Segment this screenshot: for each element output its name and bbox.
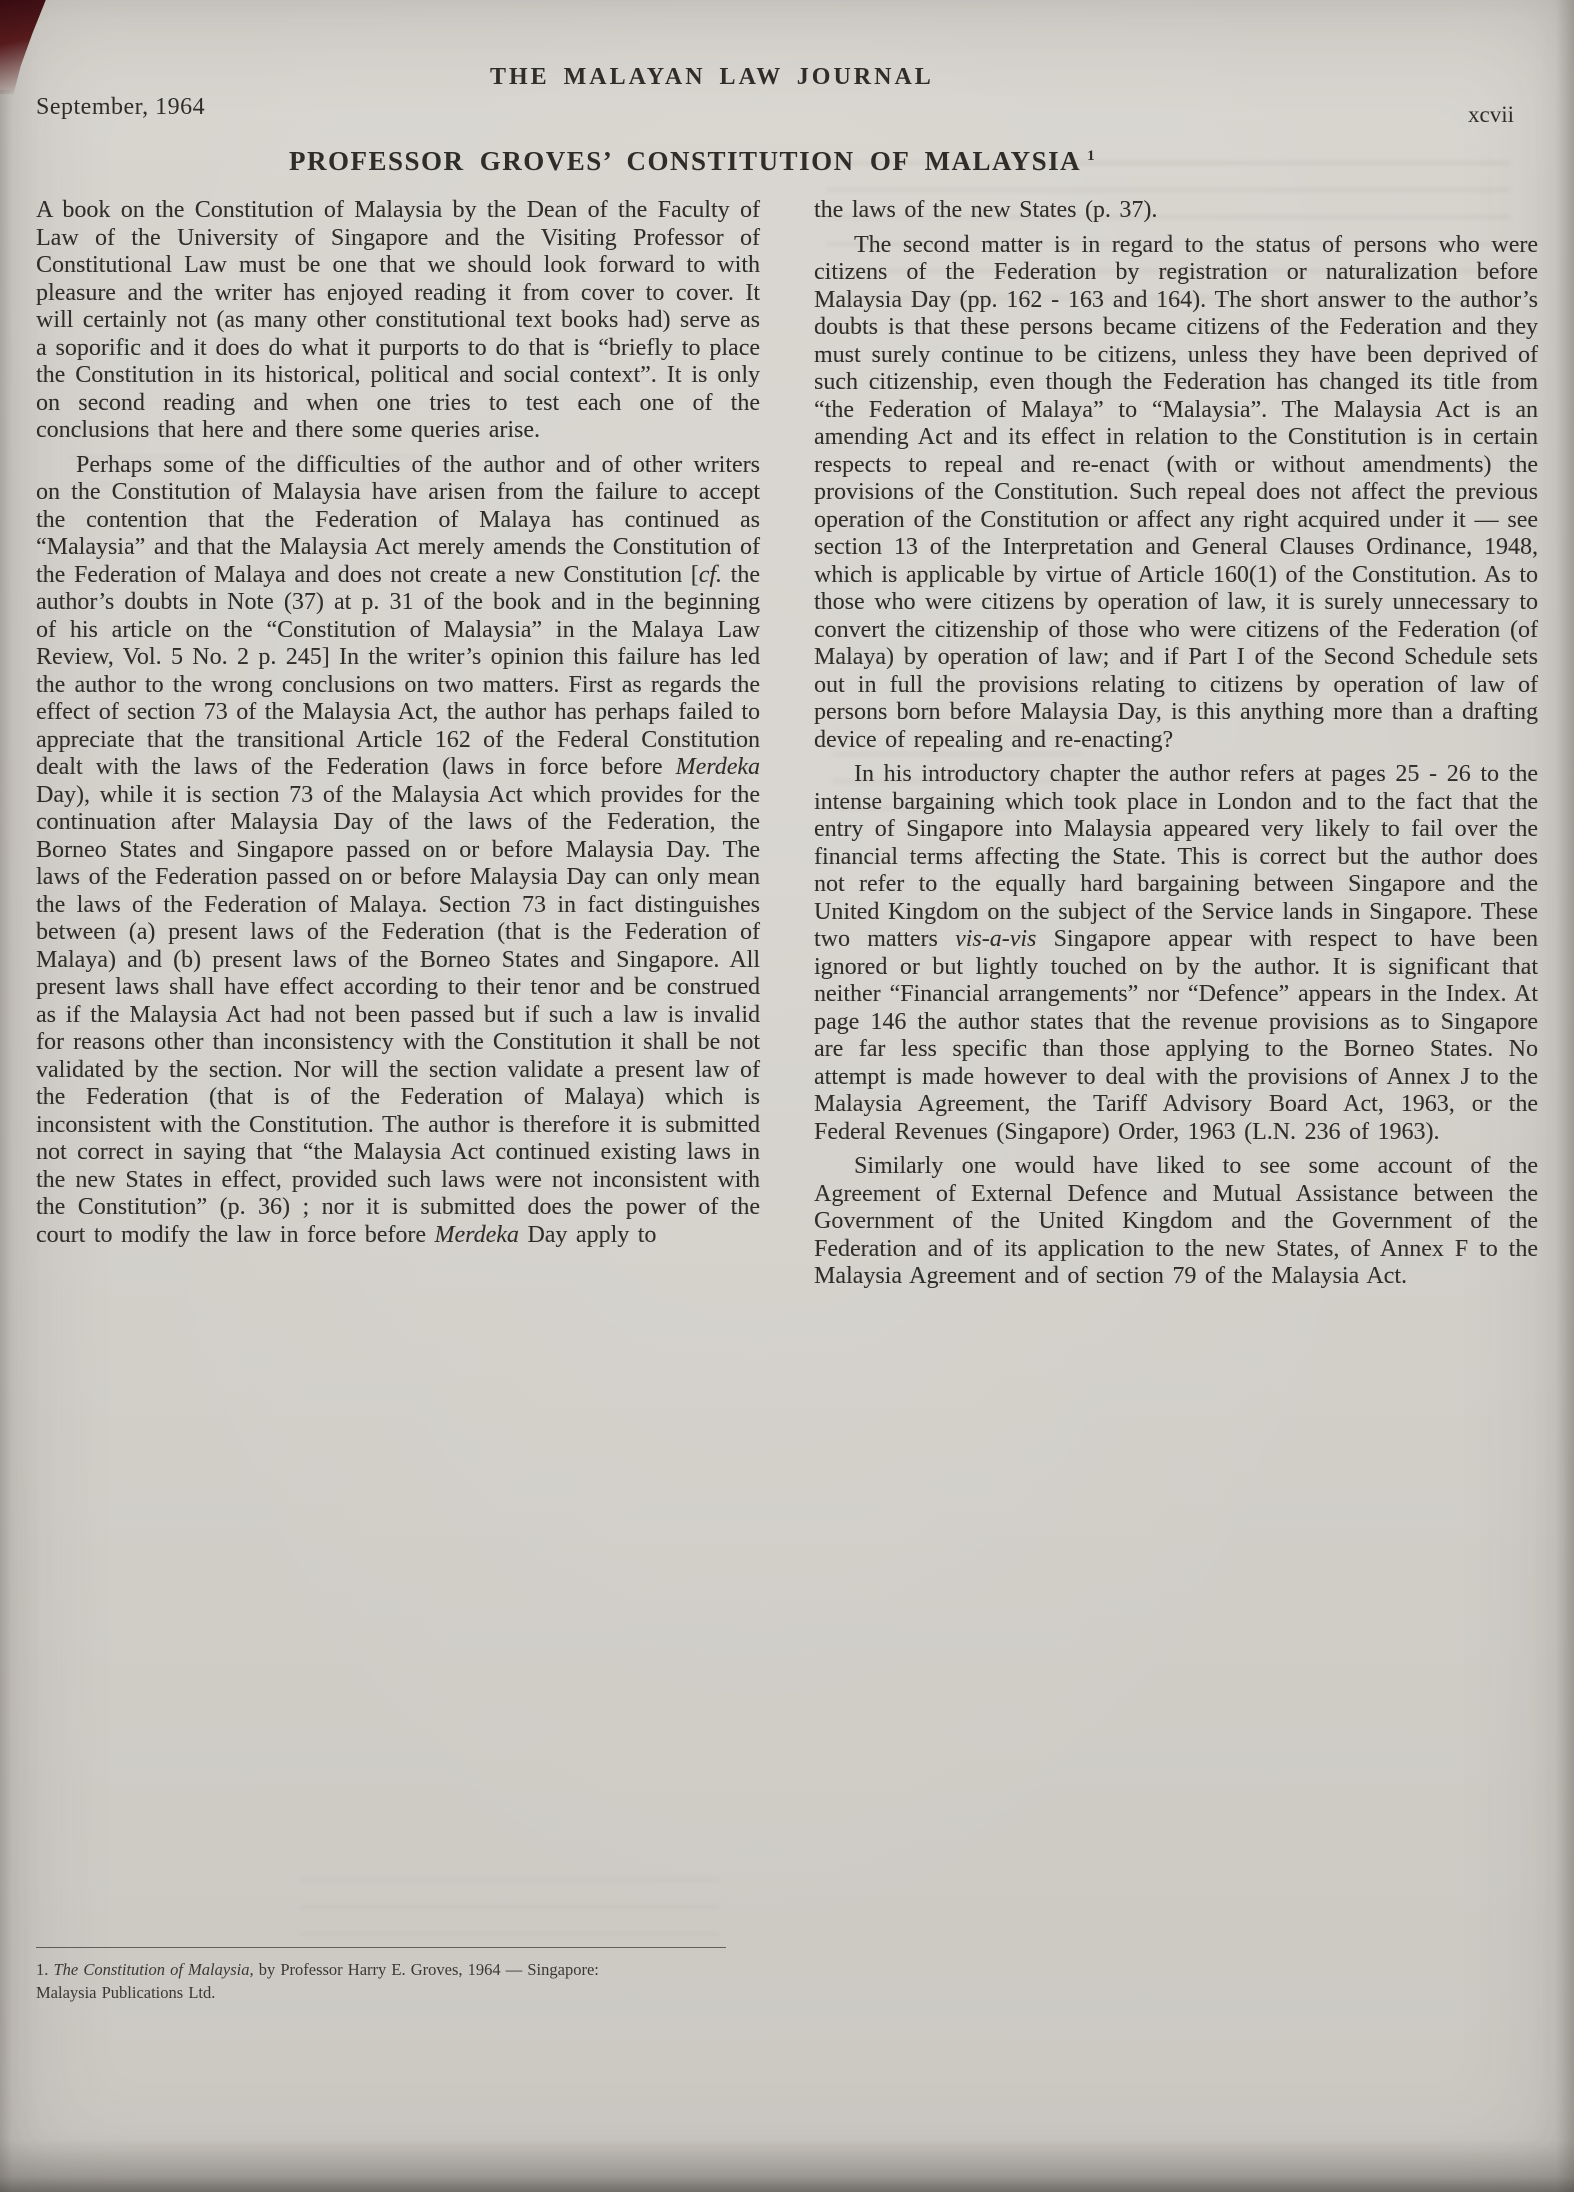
- paragraph: Perhaps some of the difficulties of the author and of other writers on the Constitution of Malaysia have arisen from the failure to accept the contention that the Federation of Malaya has continued as “Malaysia” and that the Malaysia Act merely amends the Constitution of the Federation of Malaya and does not create a new Constitution [cf. the author’s doubts in Note (37) at p. 31 of the book and in the beginning of his article on the “Constitution of Malaysia” in the Malaya Law Review, Vol. 5 No. 2 p. 245] In the writer’s opinion this failure has led the author to the wrong conclusions on two matters. First as regards the effect of section 73 of the Malaysia Act, the author has perhaps failed to appreciate that the transitional Article 162 of the Federal Constitution dealt with the laws of the Federation (laws in force before Merdeka Day), while it is section 73 of the Malaysia Act which provides for the continuation after Malaysia Day of the laws of the Federation, the Borneo States and Singapore passed on or before Malaysia Day. The laws of the Federation passed on or before Malaysia Day can only mean the laws of the Federation of Malaya. Section 73 in fact distinguishes between (a) present laws of the Federation (that is the Federation of Malaya) and (b) present laws of the Borneo States and Singapore. All present laws shall have effect according to their tenor and be construed as if the Malaysia Act had not been passed but if such a law is invalid for reasons other than inconsistency with the Constitution it shall be not validated by the section. Nor will the section validate a present law of the Federation (that is of the Federation of Malaya) which is inconsistent with the Constitution. The author is therefore it is submitted not correct in saying that “the Malaysia Act continued existing laws in the new States in effect, provided such laws were not inconsistent with the Constitution” (p. 36) ; nor it is submitted does the power of the court to modify the law in force before Merdeka Day apply to: [36, 451, 760, 1248]
- page-bottom-edge-shadow: [0, 2140, 1574, 2192]
- page-header: [36, 0, 1538, 150]
- paragraph: the laws of the new States (p. 37).: [814, 197, 1158, 223]
- issue-date: September, 1964: [36, 94, 206, 120]
- journal-title: THE MALAYAN LAW JOURNAL: [489, 64, 934, 90]
- page-left-edge-shadow: [0, 90, 12, 2192]
- paragraph: A book on the Constitution of Malaysia by the Dean of the Faculty of Law of the University of Singapore and the Visiting Professor of Constitutional Law must be one that we should look forward to with pleasure and the writer has enjoyed reading it from cover to cover. It will certainly not (as many other constitutional text books had) serve as a soporific and it does do what it purports to do that is “briefly to place the Constitution in its historical, political and social context”. It is only on second reading and when one tries to test each one of the conclusions that here and there some queries arise.: [36, 197, 760, 443]
- right-column: [814, 197, 1538, 1298]
- paragraph: The second matter is in regard to the status of persons who were citizens of the Federation by registration or naturalization before Malaysia Day (pp. 162 - 163 and 164). The short answer to the author’s doubts is that these persons became citizens of the Federation and they must surely continue to be citizens, unless they have been deprived of such citizenship, even though the Federation has changed its title from “the Federation of Malaya” to “Malaysia”. The Malaysia Act is an amending Act and its effect in relation to the Constitution is in certain respects to repeal and re-enact (with or without amendments) the provisions of the Constitution. Such repeal does not affect the previous operation of the Constitution or affect any right acquired under it — see section 13 of the Interpretation and General Clauses Ordinance, 1948, which is applicable by virtue of Article 160(1) of the Constitution. As to those who were citizens by operation of law, it is surely unnecessary to convert the citizenship of those who were citizens of the Federation (of Malaya) by operation of law; and if Part I of the Second Schedule sets out in full the provisions relating to citizens by operation of law of persons born before Malaysia Day, is this anything more than a drafting device of repealing and re-enacting?: [814, 231, 1538, 753]
- page-right-edge-shadow: [1556, 0, 1574, 2192]
- left-column: [36, 197, 760, 1298]
- page-number: xcvii: [1468, 102, 1514, 127]
- footnote-reference: 1: [1087, 148, 1097, 164]
- bleed-through-artifact: [300, 1878, 720, 1936]
- footnote-text: [36, 1958, 604, 2004]
- paragraph: Similarly one would have liked to see some account of the Agreement of External Defence and Mutual Assistance between the Government of the United Kingdom and the Government of the Federation and of its application to the new States, of Annex F to the Malaysia Agreement and of section 79 of the Malaysia Act.: [814, 1153, 1538, 1289]
- article-body: [36, 197, 1538, 1298]
- paragraph: 1. The Constitution of Malaysia, by Professor Harry E. Groves, 1964 — Singapore: Malaysia Publications Ltd.: [36, 1960, 599, 2002]
- article-title-text: PROFESSOR GROVES’ CONSTITUTION OF MALAYSIA: [288, 146, 1082, 176]
- paragraph: In his introductory chapter the author refers at pages 25 - 26 to the intense bargaining which took place in London and to the fact that the entry of Singapore into Malaysia appeared very likely to fail over the financial terms affecting the State. This is correct but the author does not refer to the equally hard bargaining between Singapore and the United Kingdom on the subject of the Service lands in Singapore. These two matters vis-a-vis Singapore appear with respect to have been ignored or but lightly touched on by the author. It is significant that neither “Financial arrangements” nor “Defence” appears in the Index. At page 146 the author states that the revenue provisions as to Singapore are far less specific than those applying to the Borneo States. No attempt is made however to deal with the provisions of Annex J to the Malaysia Agreement, the Tariff Advisory Board Act, 1963, or the Federal Revenues (Singapore) Order, 1963 (L.N. 236 of 1963).: [814, 761, 1538, 1145]
- footnote-rule: [36, 1947, 726, 1948]
- footnote: [36, 1947, 726, 2004]
- article-title: [289, 146, 1096, 177]
